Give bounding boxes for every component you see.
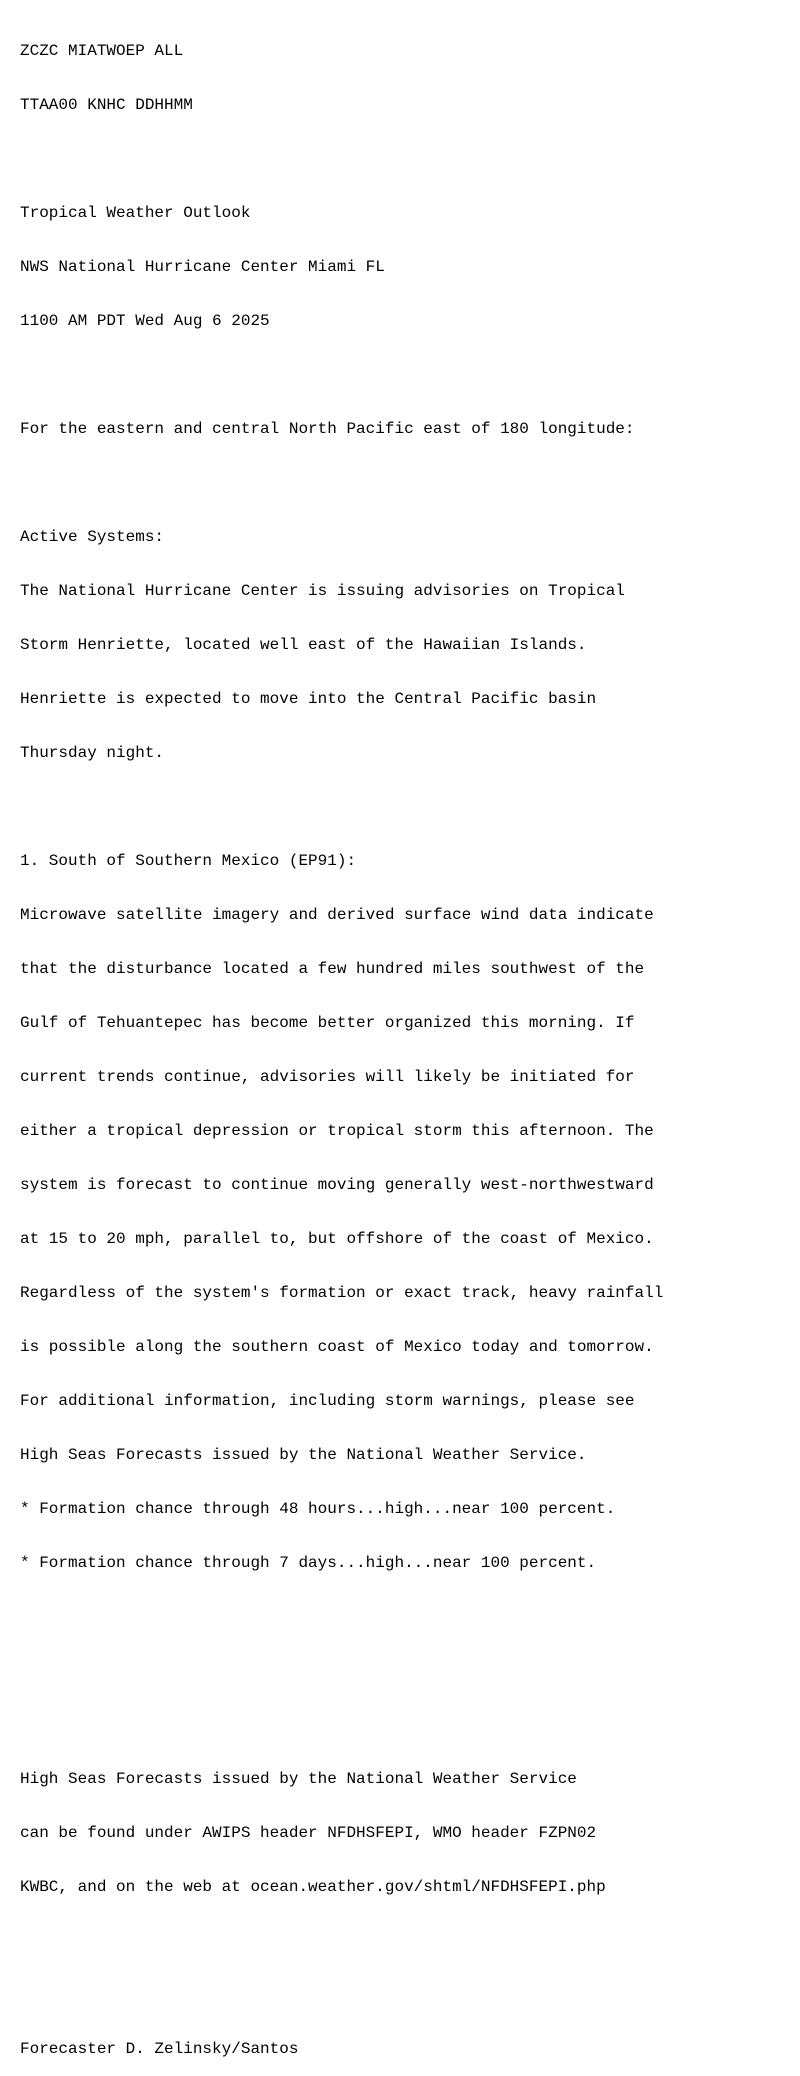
active-systems-line: Thursday night. — [20, 744, 165, 762]
disturbance-line: is possible along the southern coast of Mexico today and tomorrow. — [20, 1338, 654, 1356]
blank-line — [20, 1986, 663, 2004]
disturbance-line: Microwave satellite imagery and derived surface wind data indicate — [20, 906, 654, 924]
disturbance-line: either a tropical depression or tropical storm this afternoon. The — [20, 1122, 654, 1140]
active-systems-line: Henriette is expected to move into the Central Pacific basin — [20, 690, 597, 708]
header-awips-line: TTAA00 KNHC DDHHMM — [20, 96, 193, 114]
blank-line — [20, 474, 663, 492]
high-seas-line: can be found under AWIPS header NFDHSFEPI, WMO header FZPN02 — [20, 1824, 597, 1842]
scope-statement: For the eastern and central North Pacific east of 180 longitude: — [20, 420, 635, 438]
active-systems-line: Storm Henriette, located well east of the Hawaiian Islands. — [20, 636, 587, 654]
blank-line — [20, 1716, 663, 1734]
disturbance-line: Regardless of the system's formation or exact track, heavy rainfall — [20, 1284, 664, 1302]
blank-line — [20, 366, 663, 384]
disturbance-line: current trends continue, advisories will likely be initiated for — [20, 1068, 635, 1086]
disturbance-line: that the disturbance located a few hundred miles southwest of the — [20, 960, 645, 978]
disturbance-line: Gulf of Tehuantepec has become better organized this morning. If — [20, 1014, 635, 1032]
high-seas-line: KWBC, and on the web at ocean.weather.gov/shtml/NFDHSFEPI.php — [20, 1878, 606, 1896]
blank-line — [20, 1932, 663, 1950]
disturbance-heading: 1. South of Southern Mexico (EP91): — [20, 852, 357, 870]
disturbance-line: High Seas Forecasts issued by the National Weather Service. — [20, 1446, 587, 1464]
formation-chance-7d: * Formation chance through 7 days...high...near 100 percent. — [20, 1554, 597, 1572]
active-systems-line: The National Hurricane Center is issuing advisories on Tropical — [20, 582, 625, 600]
issuing-office: NWS National Hurricane Center Miami FL — [20, 258, 385, 276]
blank-line — [20, 1608, 663, 1626]
active-systems-heading: Active Systems: — [20, 528, 165, 546]
outlook-document — [20, 6, 663, 2076]
disturbance-line: at 15 to 20 mph, parallel to, but offshore of the coast of Mexico. — [20, 1230, 654, 1248]
blank-line — [20, 150, 663, 168]
blank-line — [20, 798, 663, 816]
forecaster-signature: Forecaster D. Zelinsky/Santos — [20, 2040, 299, 2058]
product-title: Tropical Weather Outlook — [20, 204, 251, 222]
disturbance-line: system is forecast to continue moving generally west-northwestward — [20, 1176, 654, 1194]
disturbance-line: For additional information, including storm warnings, please see — [20, 1392, 635, 1410]
formation-chance-48h: * Formation chance through 48 hours...high...near 100 percent. — [20, 1500, 616, 1518]
issue-time: 1100 AM PDT Wed Aug 6 2025 — [20, 312, 270, 330]
high-seas-line: High Seas Forecasts issued by the National Weather Service — [20, 1770, 577, 1788]
header-code-line: ZCZC MIATWOEP ALL — [20, 42, 184, 60]
blank-line — [20, 1662, 663, 1680]
